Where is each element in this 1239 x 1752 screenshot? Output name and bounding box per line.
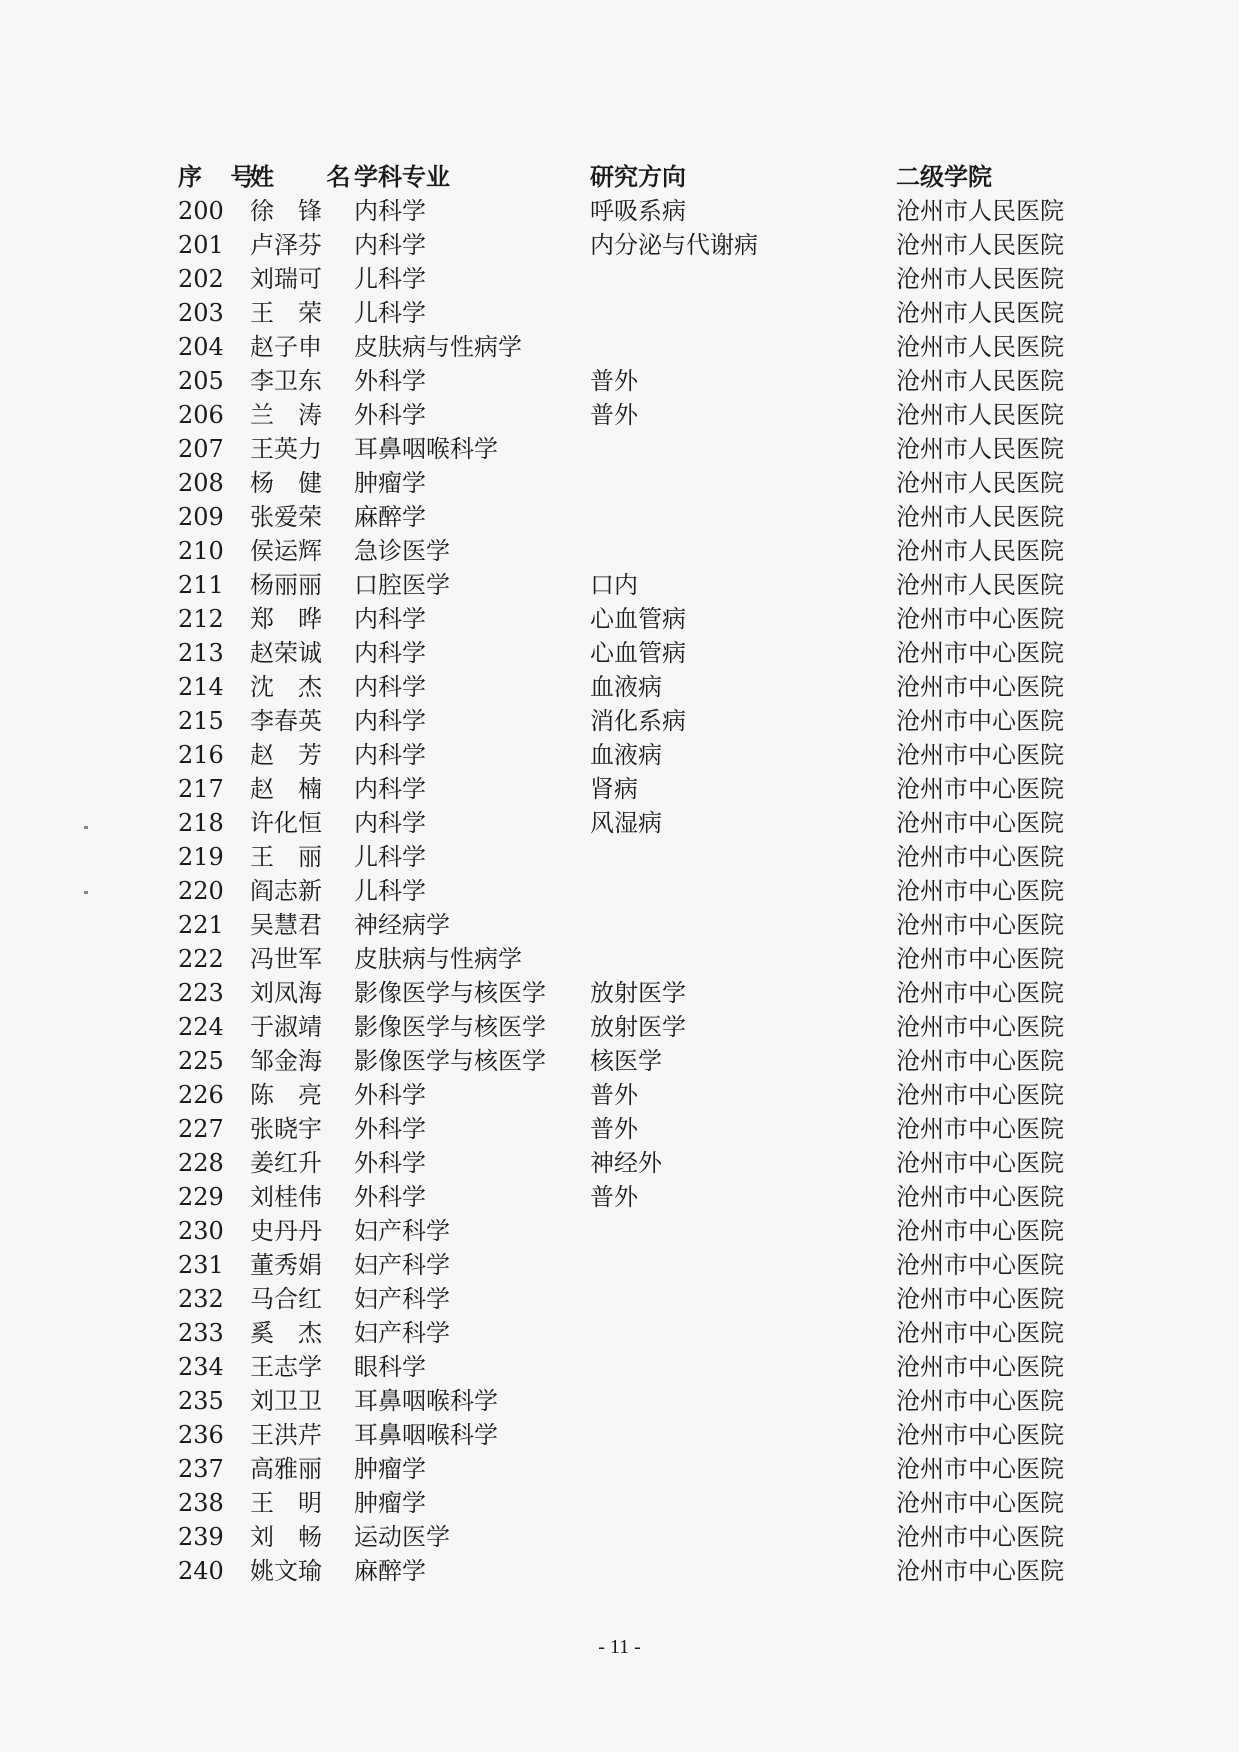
- cell-subject: 肿瘤学: [354, 1489, 426, 1517]
- cell-college: 沧州市中心医院: [896, 911, 1064, 939]
- cell-direction: 内分泌与代谢病: [590, 231, 758, 259]
- cell-subject: 妇产科学: [354, 1251, 450, 1279]
- cell-college: 沧州市人民医院: [896, 231, 1064, 259]
- cell-name: 刘 畅: [250, 1523, 322, 1551]
- cell-name: 侯运辉: [250, 537, 322, 565]
- cell-college: 沧州市人民医院: [896, 265, 1064, 293]
- cell-name: 李卫东: [250, 367, 322, 395]
- cell-no: 210: [178, 537, 224, 565]
- cell-college: 沧州市中心医院: [896, 877, 1064, 905]
- cell-subject: 运动医学: [354, 1523, 450, 1551]
- cell-subject: 外科学: [354, 367, 426, 395]
- table-row: [178, 874, 1098, 908]
- cell-name: 王 丽: [250, 843, 322, 871]
- roster-table: [178, 160, 1098, 1588]
- cell-direction: 血液病: [590, 673, 662, 701]
- table-row: [178, 1486, 1098, 1520]
- cell-subject: 耳鼻咽喉科学: [354, 435, 498, 463]
- table-row: [178, 1520, 1098, 1554]
- table-row: [178, 976, 1098, 1010]
- cell-college: 沧州市人民医院: [896, 197, 1064, 225]
- cell-no: 200: [178, 197, 224, 225]
- cell-subject: 外科学: [354, 1183, 426, 1211]
- cell-name: 赵 芳: [250, 741, 322, 769]
- cell-no: 209: [178, 503, 224, 531]
- cell-direction: 放射医学: [590, 979, 686, 1007]
- cell-no: 203: [178, 299, 224, 327]
- cell-subject: 儿科学: [354, 265, 426, 293]
- cell-name: 于淑靖: [250, 1013, 322, 1041]
- cell-name: 王 荣: [250, 299, 322, 327]
- cell-subject: 皮肤病与性病学: [354, 945, 522, 973]
- scan-speck: [84, 826, 88, 829]
- header-college: 二级学院: [896, 163, 992, 191]
- cell-direction: 普外: [590, 1081, 638, 1109]
- cell-subject: 内科学: [354, 605, 426, 633]
- cell-direction: 消化系病: [590, 707, 686, 735]
- table-row: [178, 194, 1098, 228]
- table-row: [178, 228, 1098, 262]
- cell-direction: 肾病: [590, 775, 638, 803]
- cell-subject: 影像医学与核医学: [354, 1047, 546, 1075]
- table-row: [178, 262, 1098, 296]
- cell-name: 赵子申: [250, 333, 322, 361]
- cell-name: 姚文瑜: [250, 1557, 322, 1585]
- cell-college: 沧州市中心医院: [896, 1013, 1064, 1041]
- table-row: [178, 1418, 1098, 1452]
- cell-subject: 内科学: [354, 197, 426, 225]
- cell-college: 沧州市中心医院: [896, 741, 1064, 769]
- cell-no: 218: [178, 809, 224, 837]
- table-row: [178, 772, 1098, 806]
- cell-name: 杨丽丽: [250, 571, 322, 599]
- cell-subject: 内科学: [354, 231, 426, 259]
- cell-no: 232: [178, 1285, 224, 1313]
- table-row: [178, 1384, 1098, 1418]
- cell-subject: 影像医学与核医学: [354, 979, 546, 1007]
- cell-direction: 呼吸系病: [590, 197, 686, 225]
- table-row: [178, 1316, 1098, 1350]
- cell-name: 杨 健: [250, 469, 322, 497]
- cell-name: 高雅丽: [250, 1455, 322, 1483]
- table-row: [178, 1044, 1098, 1078]
- table-row: [178, 602, 1098, 636]
- cell-no: 214: [178, 673, 224, 701]
- cell-college: 沧州市人民医院: [896, 537, 1064, 565]
- cell-subject: 妇产科学: [354, 1319, 450, 1347]
- cell-name: 兰 涛: [250, 401, 322, 429]
- cell-name: 刘瑞可: [250, 265, 322, 293]
- cell-subject: 神经病学: [354, 911, 450, 939]
- cell-college: 沧州市中心医院: [896, 843, 1064, 871]
- cell-no: 202: [178, 265, 224, 293]
- cell-name: 王英力: [250, 435, 322, 463]
- cell-college: 沧州市中心医院: [896, 1217, 1064, 1245]
- cell-no: 223: [178, 979, 224, 1007]
- cell-name: 董秀娟: [250, 1251, 322, 1279]
- cell-college: 沧州市中心医院: [896, 1523, 1064, 1551]
- cell-direction: 心血管病: [590, 605, 686, 633]
- table-body: [178, 194, 1098, 1588]
- cell-name: 冯世军: [250, 945, 322, 973]
- cell-no: 213: [178, 639, 224, 667]
- table-row: [178, 568, 1098, 602]
- cell-no: 230: [178, 1217, 224, 1245]
- cell-no: 236: [178, 1421, 224, 1449]
- cell-college: 沧州市中心医院: [896, 639, 1064, 667]
- cell-name: 陈 亮: [250, 1081, 322, 1109]
- cell-subject: 肿瘤学: [354, 469, 426, 497]
- table-row: [178, 738, 1098, 772]
- table-row: [178, 534, 1098, 568]
- cell-no: 215: [178, 707, 224, 735]
- table-row: [178, 296, 1098, 330]
- cell-no: 238: [178, 1489, 224, 1517]
- table-row: [178, 908, 1098, 942]
- table-row: [178, 1214, 1098, 1248]
- cell-direction: 普外: [590, 1115, 638, 1143]
- cell-subject: 外科学: [354, 1115, 426, 1143]
- cell-no: 207: [178, 435, 224, 463]
- cell-subject: 内科学: [354, 707, 426, 735]
- cell-subject: 内科学: [354, 809, 426, 837]
- cell-subject: 麻醉学: [354, 503, 426, 531]
- cell-no: 211: [178, 571, 224, 599]
- cell-direction: 神经外: [590, 1149, 662, 1177]
- cell-subject: 外科学: [354, 1081, 426, 1109]
- cell-subject: 儿科学: [354, 843, 426, 871]
- cell-name: 沈 杰: [250, 673, 322, 701]
- cell-college: 沧州市人民医院: [896, 401, 1064, 429]
- cell-college: 沧州市人民医院: [896, 571, 1064, 599]
- cell-subject: 内科学: [354, 741, 426, 769]
- table-row: [178, 1180, 1098, 1214]
- cell-college: 沧州市中心医院: [896, 1319, 1064, 1347]
- table-row: [178, 670, 1098, 704]
- cell-college: 沧州市中心医院: [896, 1149, 1064, 1177]
- cell-college: 沧州市中心医院: [896, 775, 1064, 803]
- cell-name: 王志学: [250, 1353, 322, 1381]
- cell-direction: 普外: [590, 367, 638, 395]
- cell-name: 赵 楠: [250, 775, 322, 803]
- cell-direction: 口内: [590, 571, 638, 599]
- cell-name: 刘卫卫: [250, 1387, 322, 1415]
- table-row: [178, 398, 1098, 432]
- cell-name: 阎志新: [250, 877, 322, 905]
- cell-subject: 耳鼻咽喉科学: [354, 1387, 498, 1415]
- cell-subject: 麻醉学: [354, 1557, 426, 1585]
- header-name: 姓 名: [250, 163, 373, 191]
- cell-subject: 急诊医学: [354, 537, 450, 565]
- cell-college: 沧州市人民医院: [896, 367, 1064, 395]
- table-row: [178, 840, 1098, 874]
- cell-college: 沧州市中心医院: [896, 1081, 1064, 1109]
- cell-name: 张晓宇: [250, 1115, 322, 1143]
- table-row: [178, 364, 1098, 398]
- table-row: [178, 942, 1098, 976]
- cell-name: 徐 锋: [250, 197, 322, 225]
- cell-no: 240: [178, 1557, 224, 1585]
- cell-subject: 耳鼻咽喉科学: [354, 1421, 498, 1449]
- cell-no: 233: [178, 1319, 224, 1347]
- table-row: [178, 330, 1098, 364]
- cell-no: 234: [178, 1353, 224, 1381]
- cell-no: 220: [178, 877, 224, 905]
- cell-no: 208: [178, 469, 224, 497]
- cell-college: 沧州市中心医院: [896, 1285, 1064, 1313]
- cell-direction: 普外: [590, 401, 638, 429]
- table-row: [178, 1452, 1098, 1486]
- cell-subject: 内科学: [354, 673, 426, 701]
- cell-college: 沧州市中心医院: [896, 1251, 1064, 1279]
- cell-college: 沧州市中心医院: [896, 605, 1064, 633]
- cell-college: 沧州市中心医院: [896, 1557, 1064, 1585]
- cell-direction: 核医学: [590, 1047, 662, 1075]
- table-row: [178, 1010, 1098, 1044]
- cell-college: 沧州市人民医院: [896, 435, 1064, 463]
- cell-no: 204: [178, 333, 224, 361]
- cell-name: 许化恒: [250, 809, 322, 837]
- cell-no: 201: [178, 231, 224, 259]
- table-row: [178, 500, 1098, 534]
- cell-no: 235: [178, 1387, 224, 1415]
- cell-subject: 影像医学与核医学: [354, 1013, 546, 1041]
- cell-college: 沧州市人民医院: [896, 503, 1064, 531]
- cell-name: 邹金海: [250, 1047, 322, 1075]
- cell-subject: 儿科学: [354, 299, 426, 327]
- table-row: [178, 1112, 1098, 1146]
- cell-direction: 心血管病: [590, 639, 686, 667]
- cell-no: 219: [178, 843, 224, 871]
- header-subject: 学科专业: [354, 163, 450, 191]
- cell-no: 205: [178, 367, 224, 395]
- cell-college: 沧州市人民医院: [896, 333, 1064, 361]
- cell-college: 沧州市中心医院: [896, 1115, 1064, 1143]
- cell-direction: 放射医学: [590, 1013, 686, 1041]
- cell-name: 吴慧君: [250, 911, 322, 939]
- cell-college: 沧州市人民医院: [896, 299, 1064, 327]
- cell-no: 237: [178, 1455, 224, 1483]
- table-row: [178, 1282, 1098, 1316]
- cell-college: 沧州市中心医院: [896, 673, 1064, 701]
- cell-subject: 内科学: [354, 775, 426, 803]
- cell-no: 217: [178, 775, 224, 803]
- cell-name: 刘桂伟: [250, 1183, 322, 1211]
- cell-name: 赵荣诚: [250, 639, 322, 667]
- header-direction: 研究方向: [590, 163, 686, 191]
- cell-college: 沧州市中心医院: [896, 945, 1064, 973]
- header-no: 序 号: [178, 163, 265, 191]
- cell-name: 卢泽芬: [250, 231, 322, 259]
- cell-name: 张爱荣: [250, 503, 322, 531]
- page-number: - 11 -: [598, 1636, 641, 1658]
- cell-name: 奚 杰: [250, 1319, 322, 1347]
- table-row: [178, 636, 1098, 670]
- cell-college: 沧州市中心医院: [896, 1387, 1064, 1415]
- cell-subject: 眼科学: [354, 1353, 426, 1381]
- table-row: [178, 806, 1098, 840]
- cell-college: 沧州市中心医院: [896, 1353, 1064, 1381]
- cell-college: 沧州市中心医院: [896, 1489, 1064, 1517]
- cell-direction: 血液病: [590, 741, 662, 769]
- table-row: [178, 1146, 1098, 1180]
- cell-no: 227: [178, 1115, 224, 1143]
- table-row: [178, 466, 1098, 500]
- table-row: [178, 1554, 1098, 1588]
- cell-subject: 皮肤病与性病学: [354, 333, 522, 361]
- cell-no: 221: [178, 911, 224, 939]
- table-row: [178, 1078, 1098, 1112]
- cell-no: 239: [178, 1523, 224, 1551]
- cell-no: 206: [178, 401, 224, 429]
- table-row: [178, 432, 1098, 466]
- cell-direction: 普外: [590, 1183, 638, 1211]
- cell-no: 226: [178, 1081, 224, 1109]
- cell-subject: 外科学: [354, 401, 426, 429]
- cell-no: 229: [178, 1183, 224, 1211]
- table-header-row: [178, 160, 1098, 194]
- cell-subject: 妇产科学: [354, 1217, 450, 1245]
- cell-name: 郑 晔: [250, 605, 322, 633]
- cell-no: 212: [178, 605, 224, 633]
- cell-name: 王 明: [250, 1489, 322, 1517]
- cell-name: 刘凤海: [250, 979, 322, 1007]
- cell-subject: 内科学: [354, 639, 426, 667]
- cell-college: 沧州市中心医院: [896, 707, 1064, 735]
- cell-no: 224: [178, 1013, 224, 1041]
- cell-name: 马合红: [250, 1285, 322, 1313]
- cell-no: 231: [178, 1251, 224, 1279]
- table-row: [178, 704, 1098, 738]
- cell-subject: 儿科学: [354, 877, 426, 905]
- cell-subject: 口腔医学: [354, 571, 450, 599]
- cell-no: 228: [178, 1149, 224, 1177]
- cell-subject: 外科学: [354, 1149, 426, 1177]
- cell-name: 姜红升: [250, 1149, 322, 1177]
- cell-college: 沧州市中心医院: [896, 1183, 1064, 1211]
- cell-college: 沧州市中心医院: [896, 1455, 1064, 1483]
- cell-college: 沧州市中心医院: [896, 1047, 1064, 1075]
- cell-direction: 风湿病: [590, 809, 662, 837]
- cell-college: 沧州市中心医院: [896, 1421, 1064, 1449]
- cell-subject: 肿瘤学: [354, 1455, 426, 1483]
- cell-subject: 妇产科学: [354, 1285, 450, 1313]
- cell-college: 沧州市人民医院: [896, 469, 1064, 497]
- cell-college: 沧州市中心医院: [896, 809, 1064, 837]
- table-row: [178, 1248, 1098, 1282]
- cell-no: 216: [178, 741, 224, 769]
- cell-name: 史丹丹: [250, 1217, 322, 1245]
- cell-no: 222: [178, 945, 224, 973]
- cell-college: 沧州市中心医院: [896, 979, 1064, 1007]
- table-row: [178, 1350, 1098, 1384]
- cell-no: 225: [178, 1047, 224, 1075]
- scan-speck: [84, 891, 88, 894]
- cell-name: 李春英: [250, 707, 322, 735]
- cell-name: 王洪芹: [250, 1421, 322, 1449]
